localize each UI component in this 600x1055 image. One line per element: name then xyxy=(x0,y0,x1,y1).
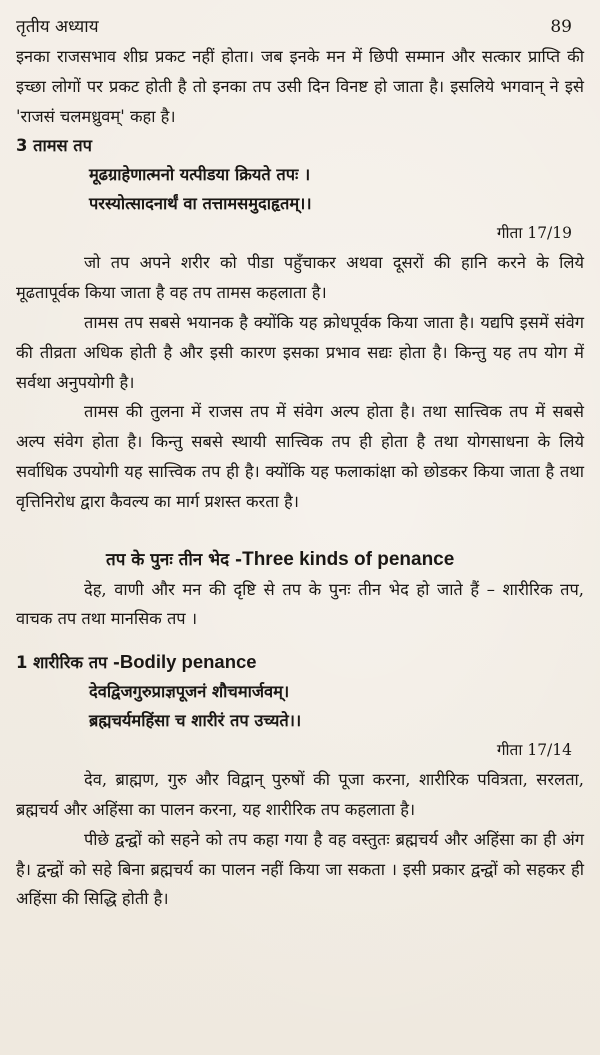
section-heading-bodily xyxy=(16,647,584,677)
verse-line: परस्योत्सादनार्थं वा तत्तामसमुदाहृतम्।। xyxy=(89,194,312,214)
paragraph-tamas-danger xyxy=(16,308,584,397)
verse-line: देवद्विजगुरुप्राज्ञपूजनं शौचमार्जवम्। xyxy=(89,682,290,702)
verse-line: ब्रह्मचर्यमहिंसा च शारीरं तप उच्यते।। xyxy=(89,711,302,731)
text-line: सत्कार प्राप्ति की इच्छा लोगों पर प्रकट होती है तो इनका तप उसी दिन विनष्ट xyxy=(16,47,584,96)
verse-reference-bodily: गीता 17/14 xyxy=(496,741,572,760)
verse-bodily xyxy=(16,677,584,735)
text-line: तप में सबसे अल्प संवेग होता है। किन्तु सबसे स्थायी सात्त्विक तप ही होता xyxy=(16,402,584,452)
verse-reference-tamas: गीता 17/19 xyxy=(496,224,572,243)
text-line: यह फलाकांक्षा को छोडकर किया जाता है तथा वृत्तिनिरोध द्वारा कैवल्य का xyxy=(16,461,584,511)
text-line: देह, वाणी और मन की दृष्टि से तप के पुनः तीन भेद हो जाते हैं xyxy=(84,579,480,599)
verse-line: मूढग्राहेणात्मनो यत्पीडया क्रियते तपः । xyxy=(89,165,311,185)
chapter-title: तृतीय अध्याय xyxy=(16,17,99,37)
heading-english: Bodily penance xyxy=(119,651,257,673)
text-line: के लिये मूढतापूर्वक किया जाता है वह तप तामस कहलाता है। xyxy=(16,253,584,303)
text-line: अहिंसा का ही अंग है। द्वन्द्वों को सहे बिना ब्रह्मचर्य का पालन नहीं किया जा xyxy=(16,829,584,879)
paragraph-tamas-comparison xyxy=(16,397,584,516)
paragraph-tamas-definition xyxy=(16,248,584,308)
heading-hindi: 1 शारीरिक तप - xyxy=(16,653,120,673)
text-line: तामस की तुलना में राजस तप में संवेग अल्प होता है। तथा सात्त्विक xyxy=(84,402,502,422)
verse-tamas xyxy=(16,160,584,218)
text-line: कहलाता है। xyxy=(344,799,416,819)
paragraph-bodily-dualities xyxy=(16,825,584,914)
text-line: जो तप अपने शरीर को पीडा पहुँचाकर अथवा दूसरों की हानि करने xyxy=(84,253,526,273)
text-line: है तथा योगसाधना के लिये सर्वाधिक उपयोगी यह सात्त्विक तप ही है। क्योंकि xyxy=(16,432,584,481)
heading-english: Three kinds of penance xyxy=(242,548,455,570)
text-line: सकता । इसी प्रकार द्वन्द्वों को सहकर ही अहिंसा की सिद्धि होती है। xyxy=(16,859,584,909)
text-line: पीछे द्वन्द्वों को सहने को तप कहा गया है वह वस्तुतः ब्रह्मचर्य और xyxy=(84,829,468,849)
text-line: हो जाता है। इसलिये भगवान् ने इसे 'राजसं चलमध्रुवम्' कहा है। xyxy=(16,76,585,126)
text-line: यद्यपि इसमें संवेग की तीव्रता अधिक होती है और इसी कारण इसका प्रभाव xyxy=(16,312,584,362)
page-number: 89 xyxy=(550,17,572,37)
text-line: मार्ग प्रशस्त करता है। xyxy=(176,491,299,511)
text-line: तामस तप सबसे भयानक है क्योंकि यह क्रोधपूर्वक किया जाता है। xyxy=(84,312,475,332)
heading-hindi: तप के पुनः तीन भेद - xyxy=(106,549,243,570)
page-header xyxy=(16,14,584,40)
paragraph-rajas-conclusion xyxy=(16,42,584,131)
text-line: इनका राजसभाव शीघ्र प्रकट नहीं होता। जब इनके मन में छिपी सम्मान और xyxy=(16,47,475,66)
section-heading-tamas: 3 तामस तप xyxy=(16,136,92,156)
text-line: देव, ब्राह्मण, गुरु और विद्वान् पुरुषों की पूजा करना, शारीरिक xyxy=(84,770,469,790)
section-heading-three-kinds xyxy=(16,545,584,575)
text-line: – शारीरिक तप, वाचक तप तथा मानसिक तप । xyxy=(16,579,584,629)
text-line: सद्यः होता है। किन्तु यह तप योग में सर्वथा अनुपयोगी है। xyxy=(16,342,584,392)
paragraph-three-kinds xyxy=(16,575,584,635)
paragraph-bodily-definition xyxy=(16,765,584,825)
text-line: पवित्रता, सरलता, ब्रह्मचर्य और अहिंसा का पालन करना, यह शारीरिक तप xyxy=(16,770,584,819)
